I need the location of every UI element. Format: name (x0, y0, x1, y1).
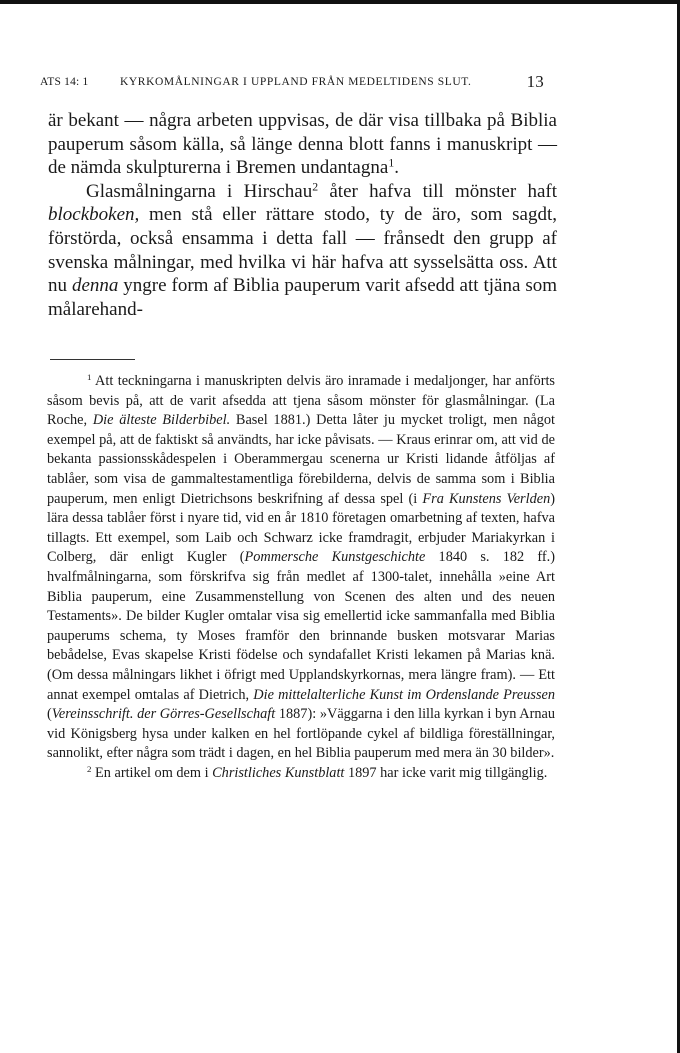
paragraph-2 (48, 180, 557, 322)
paragraph-2-part-d: men stå eller rättare stodo, ty de äro, som sagdt, förstörda, också ensamma i detta fall — frånsedt den grupp af svenska målningar, med hvilka vi här hafva att sysselsätta oss. Att nu (48, 204, 557, 297)
footnote-1-title-vereinsschrift: Vereinsschrift. der Görres-Gesellschaft (51, 706, 276, 723)
paragraph-2-part-a: Glasmålningarna i Hirschau (86, 180, 313, 202)
footnote-2-text-1: En artikel om dem i (91, 764, 213, 781)
footnote-1-title-fra-kunstens: Fra Kunstens Verlden (422, 490, 551, 507)
footnote-ref-1: 1 (388, 156, 395, 170)
page-number: 13 (526, 72, 544, 91)
paragraph-2-italic-blockboken: blockboken, (48, 204, 140, 226)
footnote-1-title-mittelalterliche: Die mittelalterliche Kunst im Ordenslande Preussen (253, 686, 556, 703)
paragraph-2-italic-denna: denna (71, 275, 119, 297)
paragraph-1-end: . (394, 157, 399, 179)
footnote-1-text-1: Att teckningarna i manuskripten delvis äro inramade i medaljonger, har anförts såsom bevis på, att de varit afsedda att tjena såsom mönster för glasmålningar. (La Roche, (47, 373, 555, 429)
header-title: KYRKOMÅLNINGAR I UPPLAND FRÅN MEDELTIDENS SLUT. (120, 76, 472, 88)
footnote-1 (47, 372, 555, 764)
main-text (48, 109, 557, 321)
footnote-2-title-kunstblatt: Christliches Kunstblatt (212, 764, 345, 781)
header-series: ATS 14: 1 (40, 76, 89, 88)
page-top-edge (0, 0, 680, 4)
footnote-2-text-2: 1897 har icke varit mig tillgänglig. (344, 764, 548, 781)
footnote-1-marker: 1 (87, 372, 92, 383)
footnote-rule (50, 359, 135, 360)
footnote-2-marker: 2 (87, 764, 92, 774)
footnote-1-text-3: ) lära dessa tablåer först i nyare tid, vid en år 1810 företagen omarbetning af texten, hafva tillagts. Ett exempel, som Laib och Schwarz icke framdragit, erbjuder Mariakyrkan i Colberg, där enligt Kugler ( (47, 490, 555, 566)
footnote-1-text-4: 1840 s. 182 ff.) hvalfmålningarna, som förskrifva sig från medlet af 1300-talet, innehålla »eine Art Biblia pauperum, eine Zusammenstellung von Scenen des alten und des neuen Testaments». De bilder Kugler omtalar visa sig emellertid icke sammanfalla med Biblia pauperums schema, ty Moses framför den brinnande busken motsvarar Marias bebådelse, Evas skapelse Kristi födelse och syndafallet Kristi lekamen på Marias knä. (Om dessa målningars likhet i öfrigt med Upplandskyrkornas, mera längre fram). — Ett annat exempel omtalas af Dietrich, (47, 549, 555, 703)
footnote-2 (47, 764, 555, 784)
footnote-1-title-bilderbibel: Die älteste Bilderbibel. (92, 412, 231, 429)
paragraph-1 (48, 109, 557, 180)
paragraph-2-part-f: yngre form af Biblia pauperum varit afsedd att tjäna som målarehand- (48, 275, 557, 320)
footnote-ref-2: 2 (312, 180, 319, 194)
footnote-1-text-5: ( (47, 706, 52, 723)
footnote-1-text-6: 1887): »Väggarna i den lilla kyrkan i byn Arnau vid Königsberg hysa under kalken en hel fortlöpande cykel af bildliga föreställningar, sannolikt, efter några som trädt i dagen, en hel Biblia pauperum med mera än 30 bilder». (47, 706, 556, 762)
footnote-1-title-pommersche: Pommersche Kunstgeschichte (244, 549, 426, 566)
paragraph-1-text: är bekant — några arbeten uppvisas, de där visa tillbaka på Biblia pauperum såsom källa, så länge denna blott fanns i manuskript — de nämda skulpturerna i Bremen undantagna (48, 110, 557, 179)
paragraph-2-part-b: åter hafva till mönster haft (318, 180, 557, 202)
footnote-1-text-2: Basel 1881.) Detta låter ju mycket troligt, men något exempel på, att de faktiskt så användts, har icke påvisats. — Kraus erinrar om, att vid de bekanta passionsskådespelen i Oberammergau scenerna ur Kristi lidande åtföljas af tablåer, som visa de gammaltestamentliga förebilderna, delvis de samma som i Biblia pauperum, men enligt Dietrichsons beskrifning af dessa spel (i (47, 412, 555, 507)
footnotes (47, 372, 555, 783)
